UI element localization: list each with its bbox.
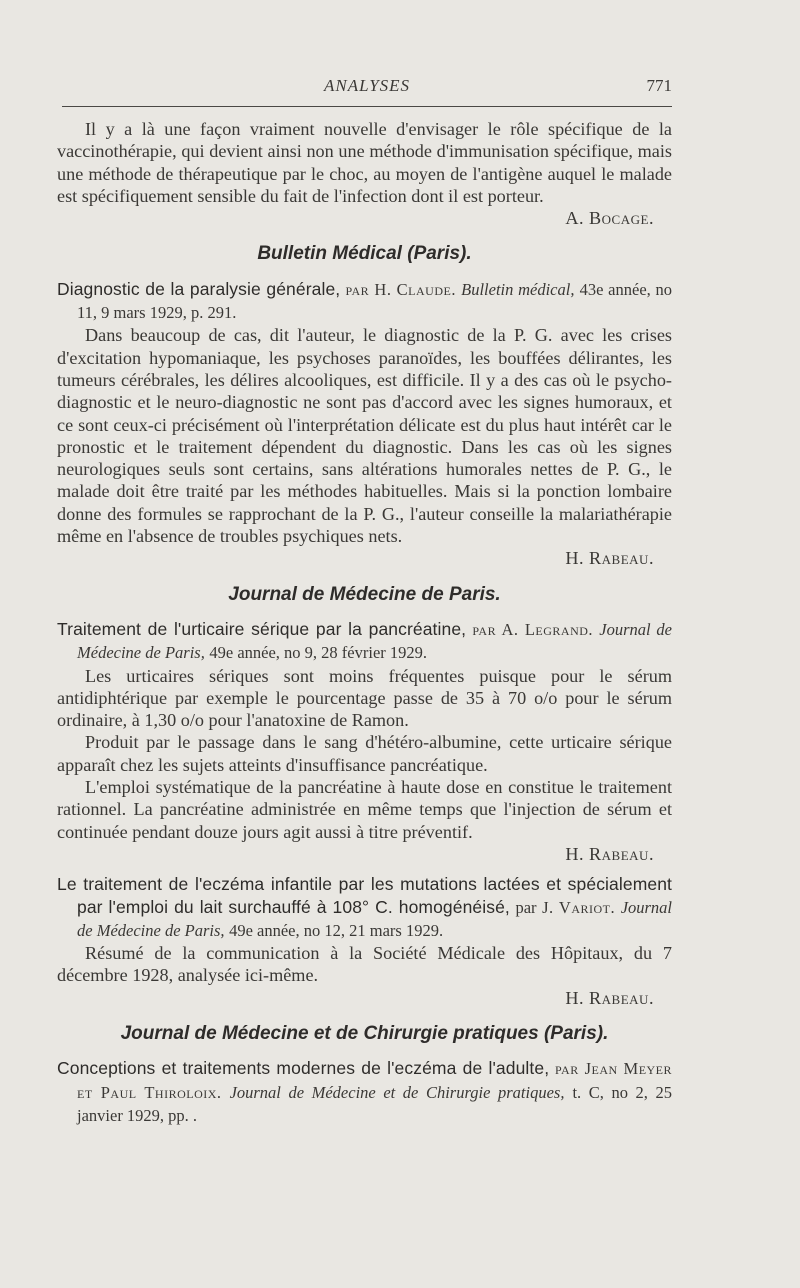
article-source: Journal de Médecine et de Chirurgie pratiques, [229, 1082, 565, 1102]
article-header-urticaire [57, 618, 672, 665]
article-source: Journal de Médecine de Paris, [77, 619, 673, 663]
article-reference: 43e année, no 11, 9 mars 1929, p. 291. [77, 279, 673, 323]
article-author-prefix: par [515, 897, 537, 917]
article-title: Traitement de l'urticaire sérique par la pancréatine, [57, 618, 467, 639]
article-source: Journal de Médecine de Paris, [77, 897, 673, 940]
article-title: Le traitement de l'eczéma infantile par les mutations lactées et spécialement par l'emploi du lait surchauffé à 108° C. homogénéisé, [57, 874, 672, 917]
article-body-paragraph: Produit par le passage dans le sang d'hétéro-albumine, cette urticaire sérique apparaît chez les sujets atteints d'insuffisance pancréatique. [57, 732, 672, 775]
running-header [62, 74, 672, 100]
article-body-paragraph: L'emploi systématique de la pancréatine à haute dose en constitue le traitement rationnel. La pancréatine administrée en même temps que l'injection de sérum et continuée pendant douze jours agit aussi à titre préventif. [57, 777, 672, 842]
article-source: Bulletin médical, [461, 279, 575, 299]
journal-heading-journal-medecine-paris: Journal de Médecine de Paris. [228, 583, 501, 605]
running-title: ANALYSES [323, 76, 411, 95]
article-reference: t. C, no 2, 25 janvier 1929, pp. . [77, 1082, 672, 1125]
article-author: J. Variot. [542, 897, 616, 917]
article-header-eczema-infantile [57, 873, 672, 942]
journal-heading-journal-medecine-chirurgie: Journal de Médecine et de Chirurgie pratiques (Paris). [120, 1022, 609, 1044]
article-body-paragraph: Les urticaires sériques sont moins fréquentes puisque pour le sérum antidiphtérique par exemple le pourcentage passe de 35 à 70 o/o pour le sérum ordinaire, à 1,30 o/o pour l'anatoxine de Ramon. [57, 665, 672, 731]
article-author: par Jean Meyer et Paul Thiroloix. [77, 1059, 673, 1102]
page-body [57, 118, 672, 1127]
article-author: par A. Legrand. [472, 619, 594, 639]
article-author: par H. Claude. [345, 279, 456, 299]
article-title: Diagnostic de la paralysie générale, [57, 278, 341, 299]
intro-signature: A. Bocage. [565, 208, 654, 229]
article-reference: 49e année, no 9, 28 février 1929. [209, 643, 428, 663]
article-header-paralysie [57, 278, 672, 325]
article-signature: H. Rabeau. [565, 987, 654, 1008]
article-reference: 49e année, no 12, 21 mars 1929. [229, 920, 444, 940]
article-header-eczema-adulte [57, 1057, 672, 1127]
intro-paragraph [57, 118, 672, 207]
journal-heading-bulletin-medical: Bulletin Médical (Paris). [257, 243, 472, 265]
page-number: 771 [646, 76, 672, 95]
article-body-paralysie: Dans beaucoup de cas, dit l'auteur, le diagnostic de la P. G. avec les crises d'excitation hypomaniaque, les psychoses paranoïdes, les bouffées délirantes, les tumeurs cérébrales, les délires alcooliques, est difficile. Il y a des cas où le psycho-diagnostic et le neuro-diagnostic ne sont pas d'accord avec les signes humoraux, et ce sont ceux-ci précisément où l'interprétation délicate est du plus haut intérêt car le pronostic et le traitement dépendent du diagnostic. Dans les cas où les signes neurologiques seuls sont certains, sans altérations humorales nettes de P. G., le malade doit être traité par les méthodes habituelles. Mais si la ponction lombaire donne des formules se rapprochant de la P. G., l'auteur conseille la malariathérapie même en l'absence de troubles psychiques nets. [57, 325, 672, 547]
article-signature: H. Rabeau. [565, 548, 654, 569]
header-rule [62, 106, 672, 107]
article-signature: H. Rabeau. [565, 843, 654, 864]
article-body-paragraph: Résumé de la communication à la Société Médicale des Hôpitaux, du 7 décembre 1928, analysée ici-même. [57, 943, 672, 986]
article-title: Conceptions et traitements modernes de l'eczéma de l'adulte, [57, 1058, 550, 1079]
intro-text: Il y a là une façon vraiment nouvelle d'envisager le rôle spécifique de la vaccinothérapie, qui devient ainsi non une méthode d'immunisation spécifique, mais une méthode de thérapeutique par le choc, au moyen de l'antigène auquel le malade est spécifiquement sensible du fait de l'infection dont il est porteur. [57, 119, 672, 206]
